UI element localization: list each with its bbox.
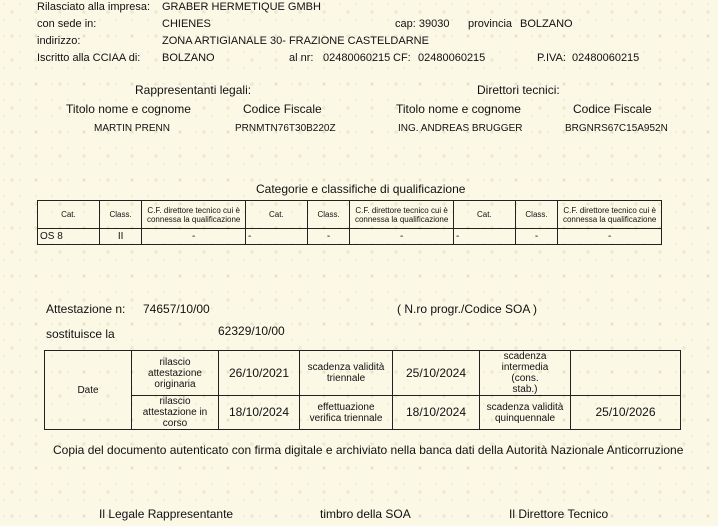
cf-label: CF:	[393, 52, 411, 64]
cciaa-label: Iscritto alla CCIAA di:	[37, 52, 141, 64]
row-class-empty: -	[307, 229, 350, 245]
legale-rappresentante-label: Il Legale Rappresentante	[99, 507, 234, 521]
scadenza-trien-value: 25/10/2024	[393, 351, 480, 396]
verifica-value: 18/10/2024	[393, 396, 480, 430]
rappresentanti-col-name: Titolo nome e cognome	[66, 102, 191, 116]
rilasciato-label: Rilasciato alla impresa:	[37, 1, 151, 13]
attestazione-value: 74657/10/00	[143, 302, 210, 316]
header-cf	[558, 201, 662, 229]
header-cf-line2: connessa la qualificazione	[354, 214, 449, 224]
direttore-cf: BRGNRS67C15A952N	[565, 123, 668, 134]
scadenza-quinq-value: 25/10/2026	[571, 396, 681, 430]
sostituisce-label: sostituisce la	[46, 327, 115, 341]
header-cf	[350, 201, 454, 229]
piva-value: 02480060215	[572, 52, 640, 64]
cap-label: cap: 39030	[395, 18, 450, 30]
header-cat: Cat.	[38, 201, 100, 229]
date-table	[44, 350, 681, 430]
header-cf-line2: connessa la qualificazione	[562, 214, 657, 224]
scadenza-int-value	[571, 351, 681, 396]
row-cf-empty: -	[558, 229, 662, 245]
piva-label: P.IVA:	[537, 52, 566, 64]
row-cf-empty: -	[350, 229, 454, 245]
row-cat: OS 8	[38, 229, 100, 245]
indirizzo-label: indirizzo:	[37, 35, 81, 47]
direttori-col-cf: Codice Fiscale	[573, 102, 652, 116]
rappresentante-cf: PRNMTN76T30B220Z	[235, 123, 336, 134]
alnr-label: al nr:	[289, 52, 314, 64]
scadenza-int-line3: stab.)	[512, 384, 538, 395]
table-row	[38, 229, 662, 245]
row-cf: -	[142, 229, 246, 245]
copia-text: Copia del documento autenticato con firma digitale e archiviato nella banca dati della Autorità Nazionale Anticorruzione	[53, 443, 684, 457]
row-class-empty: -	[515, 229, 558, 245]
date-row-1	[45, 351, 681, 396]
indirizzo-value: ZONA ARTIGIANALE 30- FRAZIONE CASTELDARNE	[162, 35, 429, 47]
timbro-soa-label: timbro della SOA	[320, 507, 411, 521]
scadenza-quinq-label: scadenza validità quinquennale	[480, 396, 571, 430]
rilasciato-value: GRABER HERMETIQUE GMBH	[162, 1, 321, 13]
scadenza-trien-label: scadenza validità triennale	[300, 351, 393, 396]
header-cf-line1: C.F. direttore tecnico cui è	[147, 205, 240, 215]
date-label: Date	[45, 351, 132, 430]
header-cf-line2: connessa la qualificazione	[146, 214, 241, 224]
nro-progr-label: ( N.ro progr./Codice SOA )	[397, 302, 538, 316]
direttori-title: Direttori tecnici:	[477, 83, 560, 97]
direttori-col-name: Titolo nome e cognome	[396, 102, 521, 116]
cciaa-value: BOLZANO	[162, 52, 215, 64]
verifica-label: effettuazione verifica triennale	[300, 396, 393, 430]
categorie-table	[37, 200, 662, 245]
direttore-tecnico-label: Il Direttore Tecnico	[509, 507, 609, 521]
sede-value: CHIENES	[162, 18, 211, 30]
header-class: Class.	[99, 201, 142, 229]
header-cf	[142, 201, 246, 229]
rappresentanti-col-cf: Codice Fiscale	[243, 102, 322, 116]
attestazione-label: Attestazione n:	[46, 302, 126, 316]
header-cf-line1: C.F. direttore tecnico cui è	[563, 205, 656, 215]
scadenza-int-line1: scadenza intermedia	[501, 351, 549, 373]
rappresentante-name: MARTIN PRENN	[94, 123, 170, 134]
header-cat: Cat.	[453, 201, 515, 229]
rilascio-orig-label: rilascio attestazione originaria	[132, 351, 219, 396]
direttore-name: ING. ANDREAS BRUGGER	[398, 123, 523, 134]
row-class: II	[99, 229, 142, 245]
scadenza-int-label	[480, 351, 571, 396]
header-class: Class.	[515, 201, 558, 229]
row-cat-empty: -	[453, 229, 515, 245]
header-cat: Cat.	[245, 201, 307, 229]
alnr-value: 02480060215	[323, 52, 391, 64]
row-cat-empty: -	[245, 229, 307, 245]
header-cf-line1: C.F. direttore tecnico cui è	[355, 205, 448, 215]
header-class: Class.	[307, 201, 350, 229]
rilascio-corso-label: rilascio attestazione in corso	[132, 396, 219, 430]
categorie-title: Categorie e classifiche di qualificazione	[256, 182, 466, 196]
rilascio-orig-value: 26/10/2021	[219, 351, 300, 396]
rappresentanti-title: Rappresentanti legali:	[135, 83, 252, 97]
scadenza-int-line2: (cons.	[511, 373, 539, 384]
sostituisce-value: 62329/10/00	[218, 324, 285, 338]
sede-label: con sede in:	[37, 18, 97, 30]
provincia-label: provincia	[468, 18, 513, 30]
categorie-header-row	[38, 201, 662, 229]
rilascio-corso-value: 18/10/2024	[219, 396, 300, 430]
date-row-2	[45, 396, 681, 430]
provincia-value: BOLZANO	[520, 18, 573, 30]
cf-value: 02480060215	[418, 52, 486, 64]
